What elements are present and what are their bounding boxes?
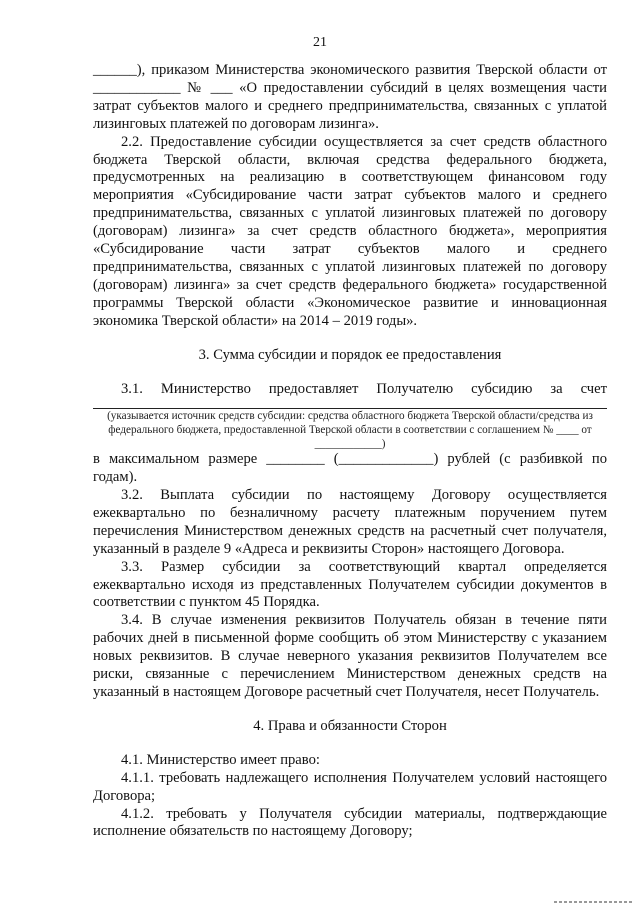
document-body [93,62,607,841]
paragraph-3-4: 3.4. В случае изменения реквизитов Получатель обязан в течение пяти рабочих дней в письменной форме сообщить об этом Министерству с указанием новых реквизитов. В случае неверного указания реквизитов Получателем все риски, связанные с перечислением Министерством денежных средств на указанный в настоящем Договоре расчетный счет Получателя, несет Получатель. [93,612,607,700]
paragraph-4-1: 4.1. Министерство имеет право: [121,751,320,768]
paragraph-3-1-continued: в максимальном размере ________ (_____________) рублей (с разбивкой по годам). [93,451,607,486]
section-heading-3: 3. Сумма субсидии и порядок ее предоставления [198,346,502,363]
page-number: 21 [313,35,327,50]
paragraph-intro: ______), приказом Министерства экономического развития Тверской области от ____________ № ___ «О предоставлении субсидий в целях возмещения части затрат субъектов малого и среднего предпринимательства, связанных с уплатой лизинговых платежей по договорам лизинга». [93,62,607,132]
footnote-3-1: (указывается источник средств субсидии: средства областного бюджета Тверской области/средства из федерального бюджета, предоставленной Тверской области в соответствии с соглашением № ____ от ____________) [107,410,593,450]
paragraph-2-2: 2.2. Предоставление субсидии осуществляется за счет средств областного бюджета Тверской области, включая средства федерального бюджета, предусмотренных на реализацию в соответствующем финансовом году мероприятия «Субсидирование части затрат субъектов малого и среднего предпринимательства, связанных с уплатой лизинговых платежей по договору (договорам) лизинга» за счет средств областного бюджета», мероприятия «Субсидирование части затрат субъектов малого и среднего предпринимательства, связанных с уплатой лизинговых платежей по договору (договорам) лизинга» за счет средств федерального бюджета» государственной программы Тверской области «Экономическое развитие и инновационная экономика Тверской области» на 2014 – 2019 годы». [93,133,607,329]
paragraph-3-2: 3.2. Выплата субсидии по настоящему Договору осуществляется ежеквартально по безналичному расчету платежным поручением путем перечисления Министерством денежных средств на расчетный счет получателя, указанный в разделе 9 «Адреса и реквизиты Сторон» настоящего Договора. [93,487,607,557]
paragraph-3-1: 3.1. Министерство предоставляет Получателю субсидию за счет [121,380,607,397]
paragraph-4-1-1: 4.1.1. требовать надлежащего исполнения Получателем условий настоящего Договора; [93,769,607,804]
paragraph-3-3: 3.3. Размер субсидии за соответствующий квартал определяется ежеквартально исходя из представленных Получателем субсидии документов в соответствии с пунктом 45 Порядка. [93,558,607,611]
paragraph-4-1-2: 4.1.2. требовать у Получателя субсидии материалы, подтверждающие исполнение обязательств по настоящему Договору; [93,805,607,840]
scan-edge-mark [554,901,634,903]
section-heading-4: 4. Права и обязанности Сторон [253,717,447,734]
blank-line [93,398,607,409]
